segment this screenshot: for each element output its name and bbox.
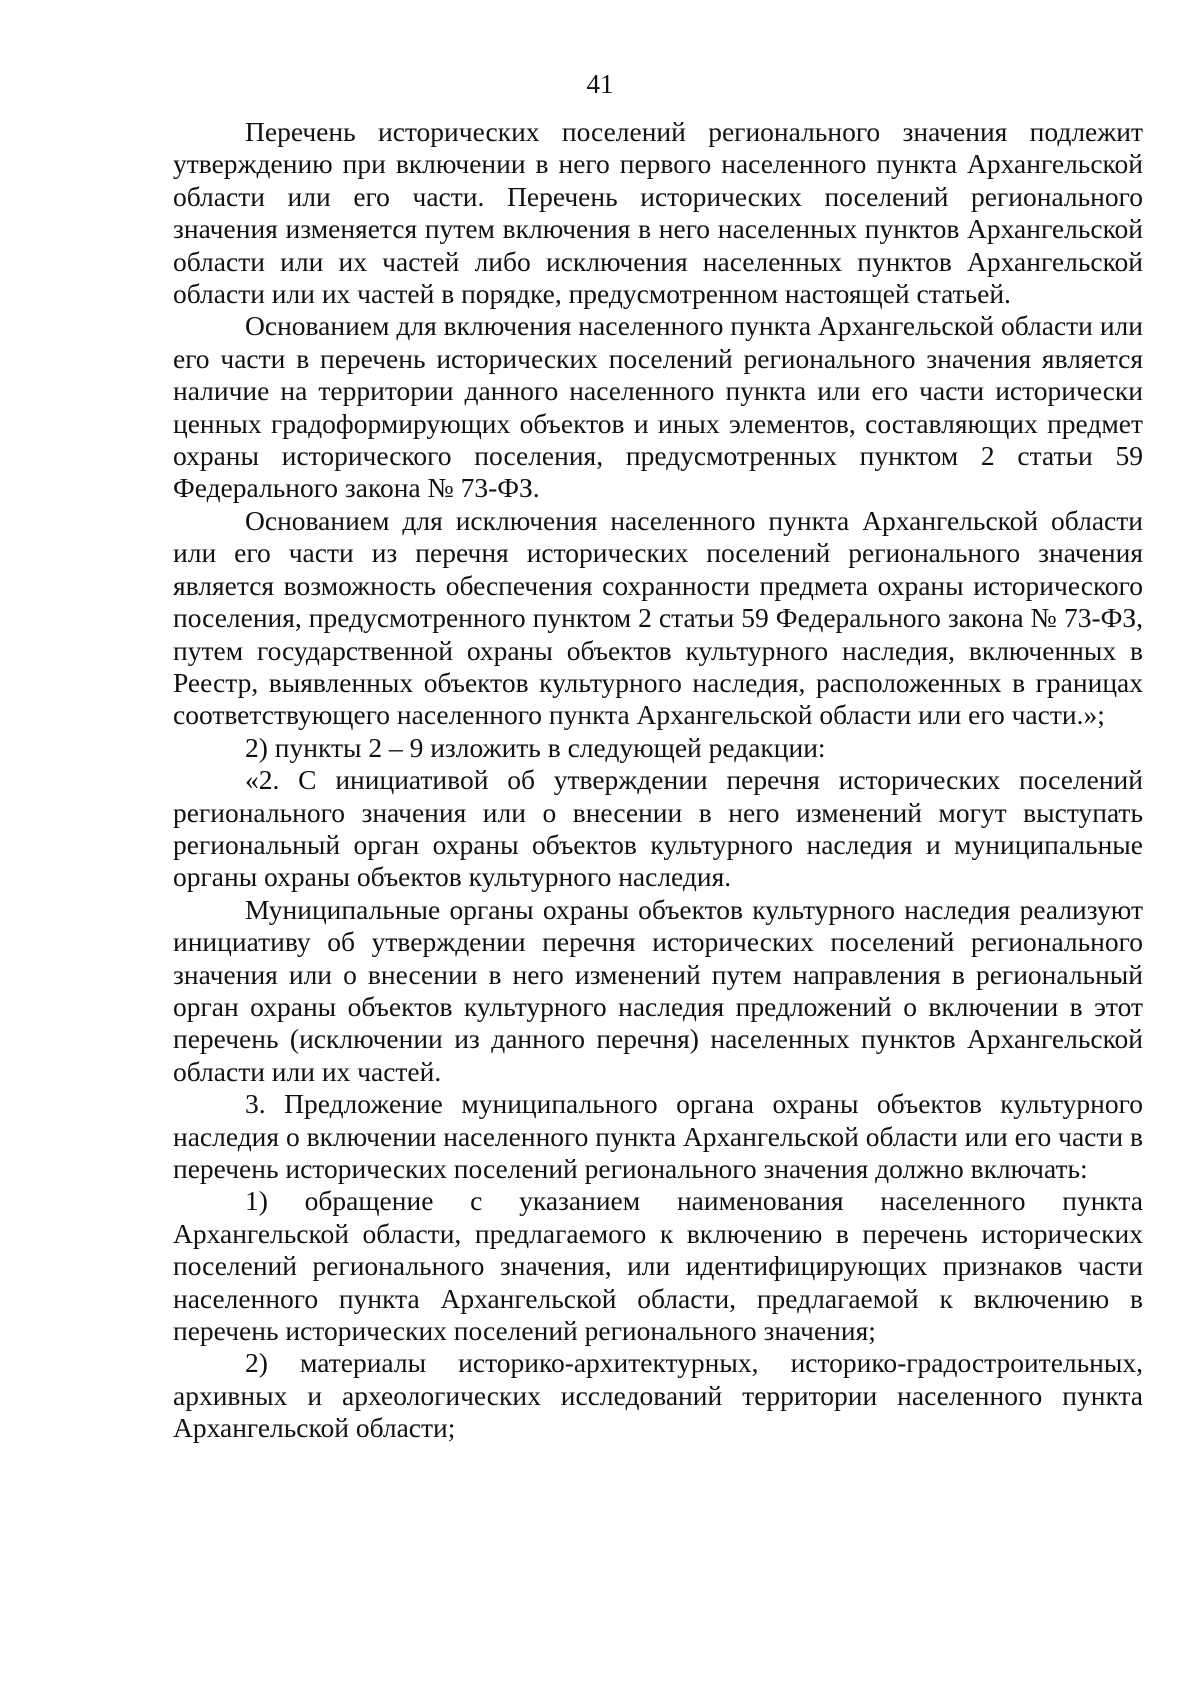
paragraph-list-changes: Перечень исторических поселений регионального значения подлежит утверждению при включении в него первого населенного пункта Архангельской области или его части. Перечень исторических поселений регионального значения изменяется путем включения в него населенных пунктов Архангельской области или их частей либо исключения населенных пунктов Архангельской области или их частей в порядке, предусмотренном настоящей статьей. <box>173 116 1143 310</box>
paragraph-subitem-1-appeal: 1) обращение с указанием наименования населенного пункта Архангельской области, предлагаемого к включению в перечень исторических поселений регионального значения, или идентифицирующих признаков части населенного пункта Архангельской области, предлагаемой к включению в перечень исторических поселений регионального значения; <box>173 1185 1143 1347</box>
paragraph-item-3-proposal: 3. Предложение муниципального органа охраны объектов культурного наследия о включении населенного пункта Архангельской области или его части в перечень исторических поселений регионального значения должно включать: <box>173 1088 1143 1184</box>
page-number: 41 <box>586 69 614 99</box>
paragraph-item-2-initiative: «2. С инициативой об утверждении перечня исторических поселений регионального значения или о внесении в него изменений могут выступать региональный орган охраны объектов культурного наследия и муниципальные органы охраны объектов культурного наследия. <box>173 764 1143 893</box>
paragraph-exclusion-grounds: Основанием для исключения населенного пункта Архангельской области или его части из перечня исторических поселений регионального значения является возможность обеспечения сохранности предмета охраны исторического поселения, предусмотренного пунктом 2 статьи 59 Федерального закона № 73-ФЗ, путем государственной охраны объектов культурного наследия, включенных в Реестр, выявленных объектов культурного наследия, расположенных в границах соответствующего населенного пункта Архангельской области или его части.»; <box>173 504 1143 731</box>
paragraph-municipal-bodies: Муниципальные органы охраны объектов культурного наследия реализуют инициативу об утверждении перечня исторических поселений регионального значения или о внесении в него изменений путем направления в региональный орган охраны объектов культурного наследия предложений о включении в этот перечень (исключении из данного перечня) населенных пунктов Архангельской области или их частей. <box>173 893 1143 1087</box>
document-body <box>173 116 1143 1445</box>
paragraph-subitem-2-materials: 2) материалы историко-архитектурных, историко-градостроительных, архивных и археологических исследований территории населенного пункта Архангельской области; <box>173 1347 1143 1444</box>
paragraph-amendment-points: 2) пункты 2 – 9 изложить в следующей редакции: <box>245 731 826 763</box>
paragraph-inclusion-grounds: Основанием для включения населенного пункта Архангельской области или его части в перечень исторических поселений регионального значения является наличие на территории данного населенного пункта или его части исторически ценных градоформирующих объектов и иных элементов, составляющих предмет охраны исторического поселения, предусмотренных пунктом 2 статьи 59 Федерального закона № 73-ФЗ. <box>173 310 1143 504</box>
